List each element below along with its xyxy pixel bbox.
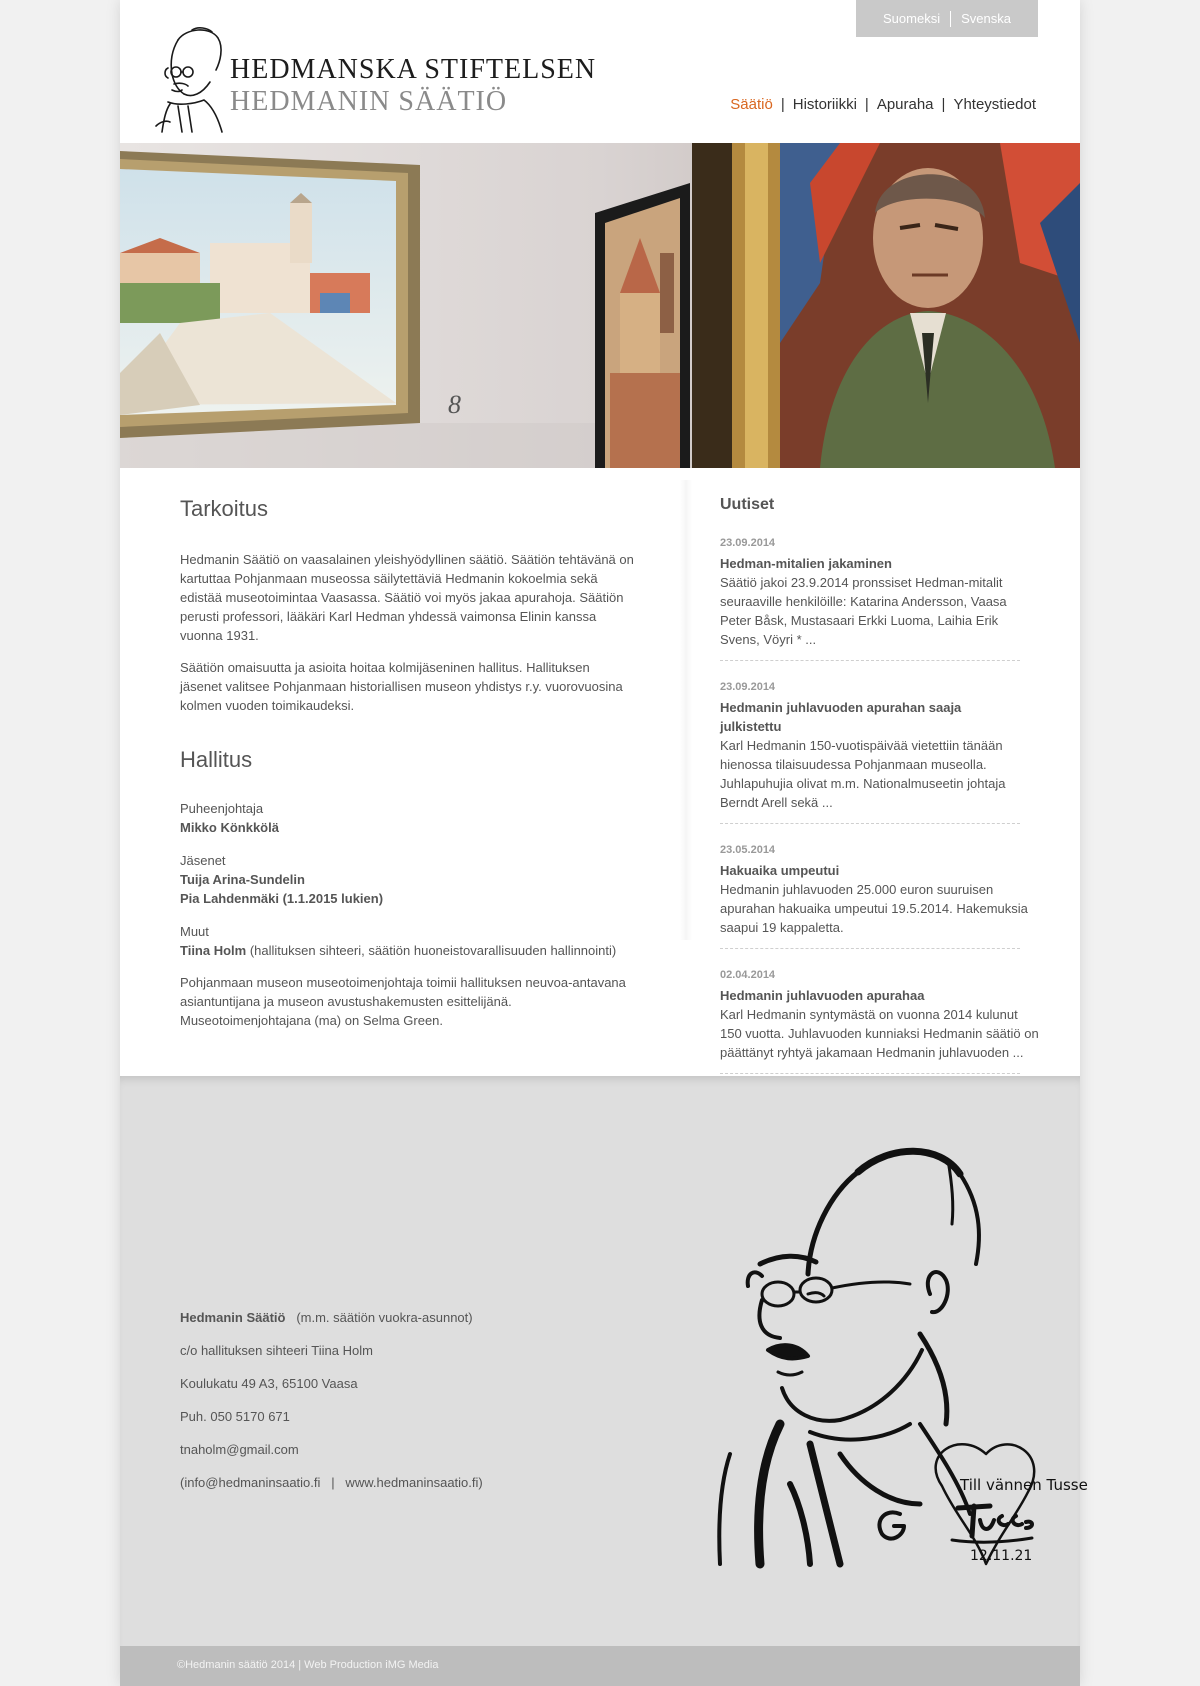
nav-separator: | (864, 96, 869, 113)
news-date: 23.09.2014 (720, 681, 776, 693)
news-title-link[interactable]: Hedmanin juhlavuoden apurahan saaja julkistettu (720, 700, 962, 734)
sketch-caption: Till vännen Tusse (960, 1476, 1088, 1494)
news-column (720, 496, 1040, 1092)
footer-address: Koulukatu 49 A3, 65100 Vaasa (180, 1376, 358, 1391)
site-footer (120, 1076, 1088, 1646)
nav-item-apuraha[interactable]: Apuraha (876, 96, 934, 113)
news-item[interactable] (720, 535, 1020, 661)
news-item[interactable] (720, 967, 1039, 1074)
news-date: 02.04.2014 (720, 969, 776, 981)
board-note: Pohjanmaan museon museotoimenjohtaja toimii hallituksen neuvoa-antavana asiantuntijana ja museon avustushakemusten esittelijänä. Museotoimenjohtajana (ma) on Selma Green. (180, 975, 626, 1028)
lang-swedish-link[interactable]: Svenska (961, 11, 1011, 26)
board-other-role: (hallituksen sihteeri, säätiön huoneistovarallisuuden hallinnointi) (246, 943, 617, 958)
board-other-name: Tiina Holm (180, 943, 247, 958)
footer-links[interactable]: (info@hedmaninsaatio.fi | www.hedmaninsaatio.fi) (180, 1475, 483, 1490)
board-chair-name: Mikko Könkkölä (180, 820, 279, 835)
news-excerpt: Karl Hedmanin syntymästä on vuonna 2014 kulunut 150 vuotta. Juhlavuoden kunniaksi Hedmanin säätiö on päättänyt ryhtyä jakamaan Hedmanin juhlavuoden ... (720, 1007, 1039, 1060)
main-nav (730, 96, 1036, 113)
footer-care-of: c/o hallituksen sihteeri Tiina Holm (180, 1343, 373, 1358)
footer-phone: Puh. 050 5170 671 (180, 1409, 290, 1424)
lang-finnish-link[interactable]: Suomeksi (883, 11, 941, 26)
nav-item-historiikki[interactable]: Historiikki (792, 96, 857, 113)
page-container (120, 0, 1088, 1686)
purpose-paragraph-1: Hedmanin Säätiö on vaasalainen yleishyödyllinen säätiö. Säätiön tehtävänä on kartuttaa Pohjanmaan museossa säilytettäviä Hedmanin kokoelmia sekä edistää museotoimintaa Vaasassa. Säätiö voi myös jakaa apurahoja. Säätiön perusti professori, lääkäri Karl Hedman yhdessä vaimonsa Elinin kanssa vuonna 1931. (180, 552, 634, 643)
nav-separator: | (941, 96, 946, 113)
copyright-text: ©Hedmanin säätiö 2014 | Web Production iMG Media (177, 1659, 439, 1671)
board-members-label: Jäsenet (180, 853, 226, 868)
caricature-sketch-image (690, 1124, 1088, 1624)
news-excerpt: Säätiö jakoi 23.9.2014 pronssiset Hedman-mitalit seuraaville henkilöille: Katarina Andersson, Vaasa Peter Båsk, Mustasaari Erkki Luoma, Laihia Erik Svens, Vöyri * ... (720, 575, 1007, 647)
site-title-finnish[interactable]: HEDMANIN SÄÄTIÖ (230, 86, 508, 117)
news-date: 23.09.2014 (720, 537, 776, 549)
banner-image (120, 143, 1080, 468)
news-title-link[interactable]: Hedmanin juhlavuoden apurahaa (720, 988, 925, 1003)
news-title-link[interactable]: Hedman-mitalien jakaminen (720, 556, 892, 571)
board-other-entry (180, 941, 635, 960)
museum-paintings-image (120, 143, 1080, 468)
site-title-swedish[interactable]: HEDMANSKA STIFTELSEN (230, 54, 597, 85)
board-other-label: Muut (180, 924, 209, 939)
purpose-heading: Tarkoitus (180, 496, 269, 521)
footer-email-link[interactable]: tnaholm@gmail.com (180, 1442, 299, 1457)
board-member-2: Pia Lahdenmäki (1.1.2015 lukien) (180, 891, 384, 906)
news-excerpt: Karl Hedmanin 150-vuotispäivää vietettiin tänään hienossa tilaisuudessa Pohjanmaan museolla. Juhlapuhujia olivat m.m. Nationalmuseetin johtaja Berndt Arell sekä ... (720, 738, 1006, 810)
footer-org-line (180, 1308, 483, 1327)
footer-org-name: Hedmanin Säätiö (180, 1310, 286, 1325)
copyright-bar (120, 1646, 1080, 1686)
news-item[interactable] (720, 679, 1020, 824)
nav-item-yhteystiedot[interactable]: Yhteystiedot (953, 96, 1036, 113)
news-heading: Uutiset (720, 496, 775, 513)
portrait-logo-icon[interactable] (148, 22, 230, 136)
board-chair-label: Puheenjohtaja (180, 801, 264, 816)
svg-text:8: 8 (448, 390, 461, 419)
board-member-1: Tuija Arina-Sundelin (180, 872, 305, 887)
news-excerpt: Hedmanin juhlavuoden 25.000 euron suuruisen apurahan hakuaika umpeutui 19.5.2014. Hakemuksia saapui 19 kappaletta. (720, 882, 1028, 935)
news-date: 23.05.2014 (720, 844, 776, 856)
nav-separator: | (780, 96, 785, 113)
sketch-date: 12.11.21 (970, 1548, 1033, 1564)
board-heading: Hallitus (180, 747, 253, 772)
news-item[interactable] (720, 842, 1028, 949)
main-content (180, 496, 635, 1043)
contact-info (180, 1308, 483, 1506)
news-title-link[interactable]: Hakuaika umpeutui (720, 863, 840, 878)
language-switch (856, 0, 1038, 37)
footer-org-note: (m.m. säätiön vuokra-asunnot) (296, 1310, 473, 1325)
column-divider (680, 480, 692, 940)
purpose-paragraph-2: Säätiön omaisuutta ja asioita hoitaa kolmijäseninen hallitus. Hallituksen jäsenet valitsee Pohjanmaan historiallisen museon yhdistys r.y. vuorovuosina kolmen vuoden toimikaudeksi. (180, 660, 623, 713)
nav-item-saatio[interactable]: Säätiö (730, 96, 773, 113)
